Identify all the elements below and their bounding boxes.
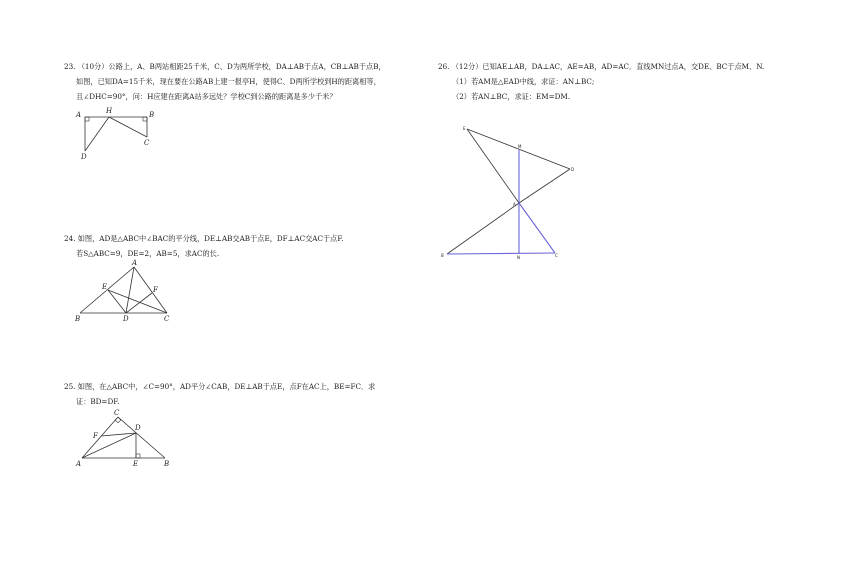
q26-text-line3: （2）若AN⊥BC，求证：EM=DM. [452, 92, 571, 101]
q26-text-line1: 26. （12分）已知AE⊥AB，DA⊥AC，AE=AB，AD=AC．直线MN过点A，交DE、BC于点M、N. [438, 62, 765, 71]
q26-label-n: N [517, 255, 520, 260]
q23-label-a: A [76, 111, 82, 119]
q25-label-e: E [133, 460, 139, 468]
q24-label-e: E [102, 283, 108, 291]
q26-figure [438, 122, 588, 262]
q23-label-c: C [144, 139, 150, 147]
q26-label-b: B [441, 253, 444, 258]
q24-label-f: F [153, 286, 158, 294]
q26-label-a: A [513, 202, 516, 207]
q25-text-line1: 25. 如图，在△ABC中，∠C=90°，AD平分∠CAB，DE⊥AB于点E，点F在AC上，BE=FC．求 [64, 382, 376, 391]
q23-label-h: H [106, 107, 113, 115]
q23-label-b: B [149, 111, 155, 119]
q26-label-c: C [555, 253, 558, 258]
q26-text-line2: （1）若AM是△EAD中线，求证：AN⊥BC; [452, 77, 595, 86]
q25-label-b: B [164, 460, 170, 468]
q23-label-d: D [81, 153, 87, 161]
q26-label-e: E [463, 126, 466, 131]
q23-text-line1: 23. （10分）公路上，A、B两站相距25千米，C、D为两所学校，DA⊥AB于点A，CB⊥AB于点B， [64, 62, 386, 71]
q25-label-c: C [114, 409, 120, 417]
q24-text-line2: 若S△ABC=9，DE=2，AB=5，求AC的长. [76, 249, 220, 258]
q24-figure [70, 258, 180, 326]
q26-label-d: D [571, 167, 575, 172]
q26-segment-ac [519, 203, 555, 253]
q23-text-line3: 且∠DHC=90°，问：H应建在距离A站多远处？学校C到公路的距离是多少千米？ [76, 92, 337, 101]
q24-label-a: A [132, 259, 138, 267]
q26-segment-bc [447, 253, 555, 254]
q25-text-line2: 证：BD=DF. [76, 397, 120, 406]
q26-label-m: M [518, 144, 522, 149]
q24-label-b: B [75, 315, 81, 323]
q25-label-f: F [93, 432, 98, 440]
q25-label-d: D [135, 424, 141, 432]
q25-label-a: A [76, 460, 82, 468]
q23-figure [74, 104, 164, 162]
q24-label-c: C [164, 315, 170, 323]
q25-figure [72, 406, 182, 468]
q23-text-line2: 如图，已知DA=15千米，现在要在公路AB上建一报亭H，使得C、D两所学校到H的距离相等， [76, 77, 381, 86]
q24-text-line1: 24. 如图，AD是△ABC中∠BAC的平分线，DE⊥AB交AB于点E，DF⊥AC交AC于点F. [64, 234, 344, 243]
q24-label-d: D [123, 315, 129, 323]
